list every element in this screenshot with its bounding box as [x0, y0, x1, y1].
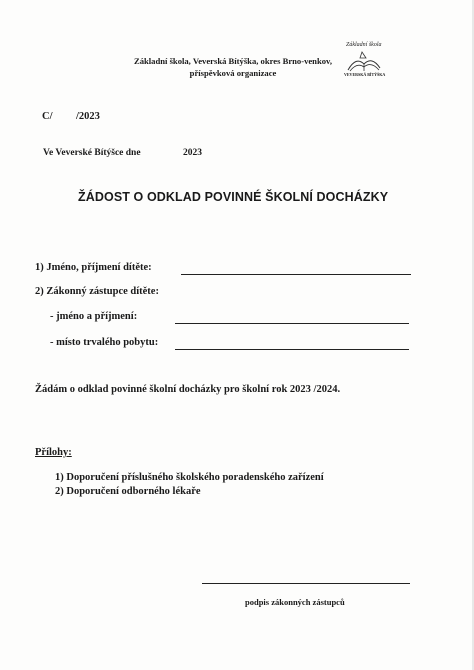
- logo-text-bottom: VEVERSKÁ BÍTÝŠKA: [344, 72, 386, 77]
- attachment-item: 1) Doporučení příslušného školského poradenského zařízení: [55, 472, 324, 483]
- school-header: [128, 55, 338, 79]
- guardian-address-field[interactable]: [175, 349, 409, 350]
- guardian-label: 2) Zákonný zástupce dítěte:: [35, 286, 159, 297]
- school-name: Základní škola, Veverská Bítýška, okres Brno-venkov,: [133, 56, 333, 66]
- reference-prefix: C/: [42, 111, 53, 122]
- attachments-heading: Přílohy:: [35, 447, 72, 458]
- signature-field[interactable]: [202, 583, 410, 584]
- child-name-field[interactable]: [181, 274, 411, 275]
- school-type: příspěvková organizace: [189, 68, 277, 78]
- attachment-item: 2) Doporučení odborného lékaře: [55, 486, 201, 497]
- guardian-address-label: - místo trvalého pobytu:: [50, 337, 159, 348]
- signature-label: podpis zákonných zástupců: [245, 597, 345, 607]
- request-text: Žádám o odklad povinné školní docházky pro školní rok 2023 /2024.: [35, 384, 341, 395]
- page-title: ŽÁDOST O ODKLAD POVINNÉ ŠKOLNÍ DOCHÁZKY: [78, 190, 389, 204]
- date-year: 2023: [183, 148, 202, 158]
- logo-text-top: Základní škola: [346, 42, 382, 48]
- guardian-name-label: - jméno a příjmení:: [50, 311, 138, 322]
- child-name-label: 1) Jméno, příjmení dítěte:: [35, 262, 152, 273]
- date-label: Ve Veverské Bítýšce dne: [43, 148, 141, 158]
- guardian-name-field[interactable]: [175, 323, 409, 324]
- reference-year: /2023: [76, 111, 100, 122]
- school-logo: [342, 42, 386, 82]
